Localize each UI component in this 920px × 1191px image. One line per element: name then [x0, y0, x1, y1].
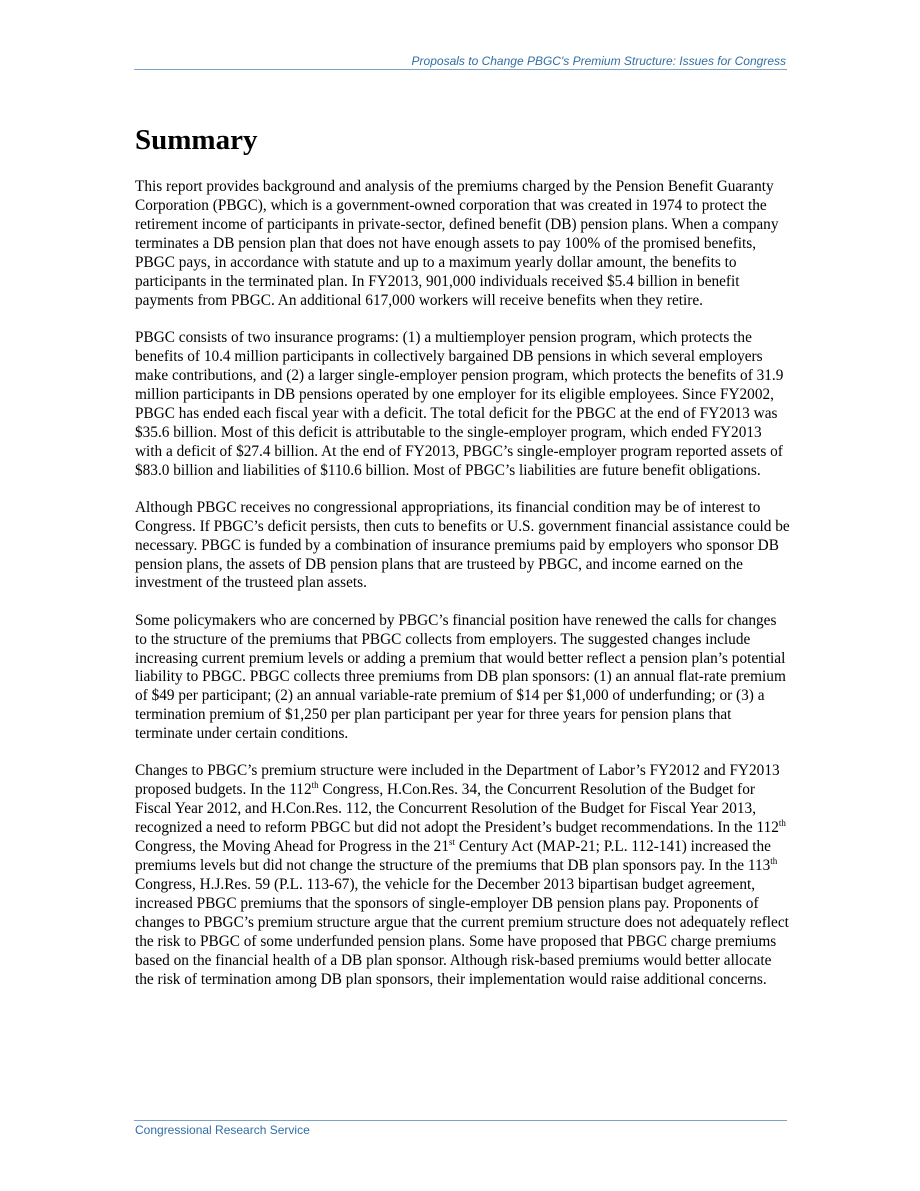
ordinal-superscript: th	[778, 818, 786, 829]
paragraph-4: Some policymakers who are concerned by PBGC’s financial position have renewed the calls for changes to the structure of the premiums that PBGC collects from employers. The suggested changes include increasing current premium levels or adding a premium that would better reflect a pension plan’s potential liability to PBGC. PBGC collects three premiums from DB plan sponsors: (1) an annual flat-rate premium of $49 per participant; (2) an annual variable-rate premium of $14 per $1,000 of underfunding; or (3) a termination premium of $1,250 per plan participant per year for three years for pension plans that terminate under certain conditions.	[135, 611, 786, 743]
section-title: Summary	[135, 124, 258, 156]
paragraph-3: Although PBGC receives no congressional appropriations, its financial condition may be of interest to Congress. If PBGC’s deficit persists, then cuts to benefits or U.S. government financial assistance could be necessary. PBGC is funded by a combination of insurance premiums paid by employers who sponsor DB pension plans, the assets of DB pension plans that are trusteed by PBGC, and income earned on the investment of the trusteed plan assets.	[135, 498, 790, 592]
paragraph-5-text: Congress, H.J.Res. 59 (P.L. 113-67), the vehicle for the December 2013 bipartisan budget agreement, increased PBGC premiums that the sponsors of single-employer DB pension plans pay. Proponents of changes to PBGC’s premium structure argue that the current premium structure does not adequately reflect the risk to PBGC of some underfunded pension plans. Some have proposed that PBGC charge premiums based on the financial health of a DB plan sponsor. Although risk-based premiums would better allocate the risk of termination among DB plan sponsors, their implementation would raise additional concerns.	[135, 876, 789, 988]
paragraph-5-text: Century Act (MAP-21; P.L. 112-141) increased the premiums levels but did not change the structure of the premiums that DB plan sponsors pay. In the 113	[135, 838, 771, 875]
paragraph-5-text: Congress, H.Con.Res. 34, the Concurrent Resolution of the Budget for Fiscal Year 2012, and H.Con.Res. 112, the Concurrent Resolution of the Budget for Fiscal Year 2013, recognized a need to reform PBGC but did not adopt the President’s budget recommendations. In the 112	[135, 781, 779, 837]
running-header: Proposals to Change PBGC's Premium Structure: Issues for Congress	[411, 54, 786, 68]
paragraph-5-text: Changes to PBGC’s premium structure were included in the Department of Labor’s FY2012 and FY2013 proposed budgets. In the 112	[135, 762, 780, 799]
header-divider	[134, 69, 787, 70]
paragraph-2: PBGC consists of two insurance programs: (1) a multiemployer pension program, which protects the benefits of 10.4 million participants in collectively bargained DB pensions in which several employers make contributions, and (2) a larger single-employer pension program, which protects the benefits of 31.9 million participants in DB pensions operated by one employer for its eligible employees. Since FY2002, PBGC has ended each fiscal year with a deficit. The total deficit for the PBGC at the end of FY2013 was $35.6 billion. Most of this deficit is attributable to the single-employer program, which ended FY2013 with a deficit of $27.4 billion. At the end of FY2013, PBGC’s single-employer program reported assets of $83.0 billion and liabilities of $110.6 billion. Most of PBGC’s liabilities are future benefit obligations.	[135, 328, 784, 479]
summary-body	[135, 178, 790, 1008]
footer-divider	[134, 1120, 787, 1121]
paragraph-5-text: Congress, the Moving Ahead for Progress in the 21	[135, 838, 449, 856]
ordinal-superscript: th	[311, 780, 319, 791]
paragraph-1: This report provides background and analysis of the premiums charged by the Pension Benefit Guaranty Corporation (PBGC), which is a government-owned corporation that was created in 1974 to protect the retirement income of participants in private-sector, defined benefit (DB) pension plans. When a company terminates a DB pension plan that does not have enough assets to pay 100% of the promised benefits, PBGC pays, in accordance with statute and up to a maximum yearly dollar amount, the benefits to participants in the terminated plan. In FY2013, 901,000 individuals received $5.4 billion in benefit payments from PBGC. An additional 617,000 workers will receive benefits when they retire.	[135, 178, 779, 309]
footer-publisher: Congressional Research Service	[135, 1123, 310, 1137]
ordinal-superscript: st	[448, 837, 455, 848]
paragraph-5	[135, 762, 790, 989]
ordinal-superscript: th	[770, 856, 778, 867]
